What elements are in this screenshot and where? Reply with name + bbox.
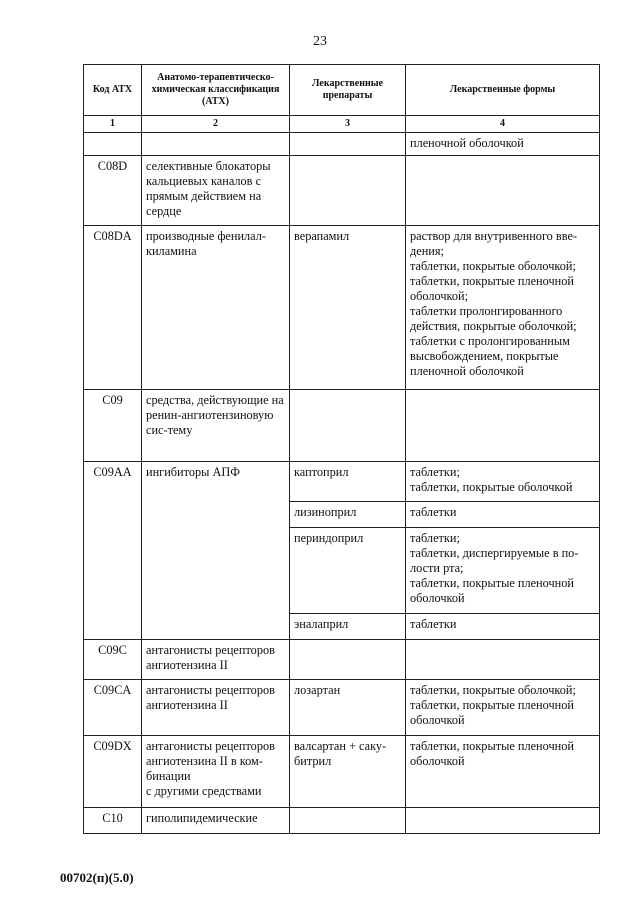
dosage-forms-cell: таблетки [406, 502, 600, 528]
column-number: 1 [84, 116, 142, 133]
header-dosage-forms: Лекарственные формы [406, 65, 600, 116]
drug-cell: каптоприл [290, 462, 406, 502]
dosage-forms-cell: таблетки; таблетки, диспергируемые в по-лости рта; таблетки, покрытые пленочной оболочкой [406, 528, 600, 614]
column-number: 3 [290, 116, 406, 133]
atc-name-cell: производные фенилал-киламина [142, 226, 290, 390]
column-number: 2 [142, 116, 290, 133]
atc-name-cell: антагонисты рецепторов ангиотензина II в ком-бинации с другими средствами [142, 736, 290, 808]
atc-code-cell: C09 [84, 390, 142, 462]
table-row [84, 226, 600, 390]
header-drugs: Лекарственные препараты [290, 65, 406, 116]
drug-cell [290, 640, 406, 680]
drug-cell: эналаприл [290, 614, 406, 640]
table-row [84, 680, 600, 736]
atc-name-cell: селективные блокаторы кальциевых каналов с прямым действием на сердце [142, 156, 290, 226]
atc-code-cell: C08D [84, 156, 142, 226]
atc-name-cell: гиполипидемические [142, 808, 290, 834]
atc-name-cell: ингибиторы АПФ [142, 462, 290, 640]
document-form-code: 00702(п)(5.0) [60, 870, 134, 885]
drug-classification-table [83, 64, 600, 834]
header-atc-classification: Анатомо-терапевтическо-химическая классификация (АТХ) [142, 65, 290, 116]
table-row [84, 640, 600, 680]
dosage-forms-cell: таблетки, покрытые оболочкой; таблетки, покрытые пленочной оболочкой [406, 680, 600, 736]
header-atc-code: Код АТХ [84, 65, 142, 116]
dosage-forms-cell: раствор для внутривенного вве-дения; таблетки, покрытые оболочкой; таблетки, покрытые пленочной оболочкой; таблетки пролонгированного действия, покрытые оболочкой; таблетки с пролонгированным высвобождением, покрытые пленочной оболочкой [406, 226, 600, 390]
drug-cell: периндоприл [290, 528, 406, 614]
atc-code-cell: C09AA [84, 462, 142, 640]
atc-code-cell: C08DA [84, 226, 142, 390]
atc-code-cell: C09C [84, 640, 142, 680]
dosage-forms-cell: пленочной оболочкой [406, 133, 600, 156]
drug-cell [290, 390, 406, 462]
table-row [84, 462, 600, 502]
table-row [84, 808, 600, 834]
dosage-forms-cell [406, 156, 600, 226]
dosage-forms-cell [406, 390, 600, 462]
column-number: 4 [406, 116, 600, 133]
drug-cell: верапамил [290, 226, 406, 390]
drug-cell [290, 133, 406, 156]
atc-code-cell: C09CA [84, 680, 142, 736]
atc-name-cell [142, 133, 290, 156]
table-row [84, 390, 600, 462]
drug-cell: лизиноприл [290, 502, 406, 528]
dosage-forms-cell [406, 808, 600, 834]
atc-code-cell: C09DX [84, 736, 142, 808]
table-row [84, 156, 600, 226]
dosage-forms-cell: таблетки; таблетки, покрытые оболочкой [406, 462, 600, 502]
dosage-forms-cell [406, 640, 600, 680]
drug-cell [290, 808, 406, 834]
page-number: 23 [313, 34, 327, 49]
atc-name-cell: антагонисты рецепторов ангиотензина II [142, 680, 290, 736]
dosage-forms-cell: таблетки, покрытые пленочной оболочкой [406, 736, 600, 808]
dosage-forms-cell: таблетки [406, 614, 600, 640]
atc-name-cell: средства, действующие на ренин-ангиотензиновую сис-тему [142, 390, 290, 462]
drug-cell [290, 156, 406, 226]
drug-cell: лозартан [290, 680, 406, 736]
atc-code-cell [84, 133, 142, 156]
table-header-row [84, 65, 600, 116]
atc-name-cell: антагонисты рецепторов ангиотензина II [142, 640, 290, 680]
table-row [84, 736, 600, 808]
table-row [84, 133, 600, 156]
drug-cell: валсартан + саку-битрил [290, 736, 406, 808]
column-number-row [84, 116, 600, 133]
atc-code-cell: C10 [84, 808, 142, 834]
